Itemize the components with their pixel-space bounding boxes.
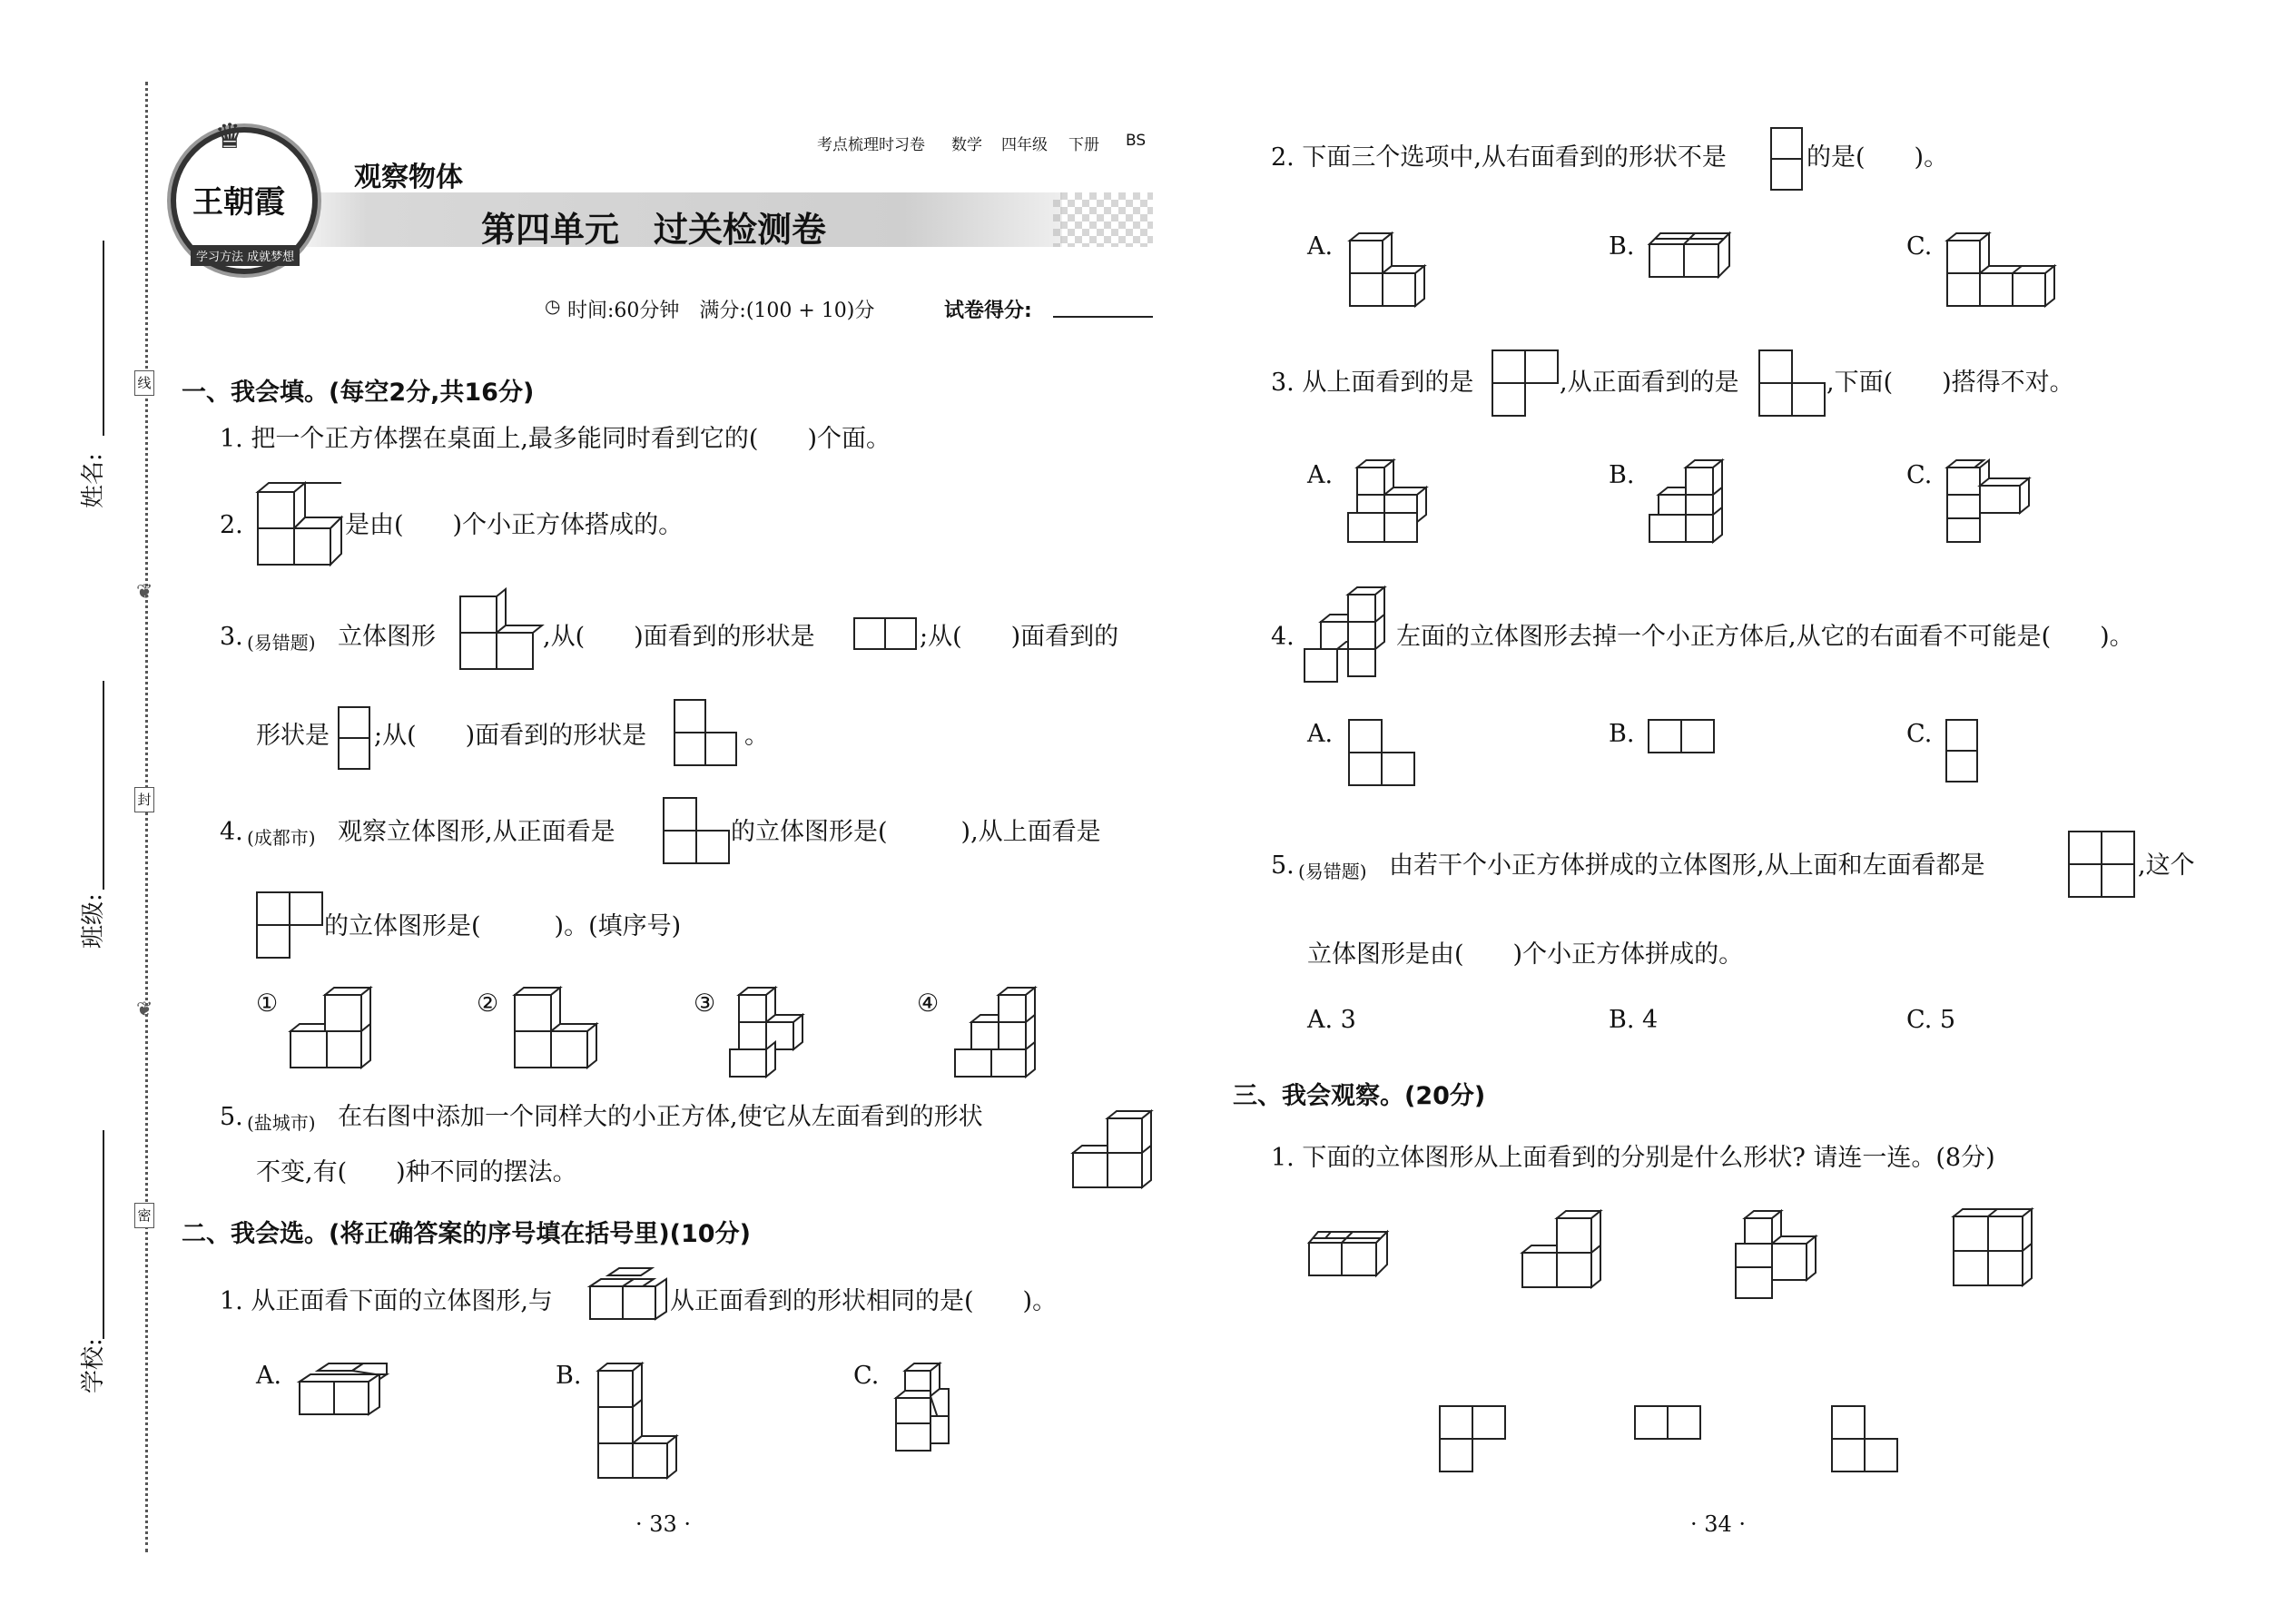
s1-q4-num: 4. (220, 818, 243, 846)
s1-q3-f: 。 (744, 722, 769, 750)
binding-ornament-icon: ❦ (136, 581, 153, 604)
s2-q1-a: 1. 从正面看下面的立体图形,与 (220, 1287, 553, 1315)
s1-q4-figure-3 (728, 988, 828, 1078)
s1-q3-c: ;从( )面看到的 (920, 623, 1119, 651)
s1-q4-opt-4: ④ (917, 989, 940, 1018)
grade-label: 四年级 (1001, 136, 1048, 154)
s2-q5-opt-a: A. 3 (1307, 1006, 1356, 1034)
s2-q1-b: 从正面看到的形状相同的是( )。 (670, 1287, 1058, 1315)
s1-q4-c: 的立体图形是( )。(填序号) (324, 912, 682, 940)
s1-q5-a: 在右图中添加一个同样大的小正方体,使它从左面看到的形状 (338, 1103, 983, 1131)
s2-q5-a: 由若干个小正方体拼成的立体图形,从上面和左面看都是 (1389, 851, 1985, 880)
s1-q5-note: (盐城市) (247, 1112, 316, 1134)
s2-q4-figure (1303, 586, 1393, 685)
s1-q4-opt-3: ③ (694, 989, 716, 1018)
s2-q3-opt-a: A. (1307, 461, 1334, 489)
score-blank[interactable] (1053, 316, 1153, 318)
s2-q3-figure-b (1648, 458, 1738, 545)
s1-q5-figure (1071, 1109, 1162, 1196)
s2-q5-b: ,这个 (2138, 851, 2195, 880)
s3-q1: 1. 下面的立体图形从上面看到的分别是什么形状? 请连一连。(8分) (1271, 1144, 1995, 1172)
series-label: 考点梳理时习卷 (817, 136, 925, 154)
s1-q4-figure-1 (289, 988, 389, 1069)
s2-q4-opt-b: B. (1609, 720, 1635, 748)
s1-q3-d: 形状是 (256, 722, 330, 750)
s2-q2-opt-c: C. (1906, 232, 1933, 261)
s1-q4-figure-2 (513, 988, 613, 1069)
s2-q5-num: 5. (1271, 851, 1295, 880)
s1-q1: 1. 把一个正方体摆在桌面上,最多能同时看到它的( )个面。 (220, 425, 891, 453)
s3-figure-3 (1734, 1209, 1825, 1300)
class-line (103, 681, 104, 890)
s2-q3-a: 3. 从上面看到的是 (1271, 369, 1474, 397)
s2-q1-figure (588, 1266, 670, 1334)
binding-tag-line: 线 (134, 370, 154, 396)
s2-q2-b: 的是( )。 (1807, 143, 1949, 172)
clock-icon: ◷ (545, 295, 561, 317)
s2-q4-num: 4. (1271, 623, 1295, 651)
s2-q2-figure-a (1348, 231, 1430, 313)
s1-q3-b: ,从( )面看到的形状是 (543, 623, 815, 651)
binding-dotted-line (145, 82, 148, 1552)
section3-title: 三、我会观察。(20分) (1233, 1082, 1486, 1110)
s1-q4-b: 的立体图形是( ),从上面看是 (731, 818, 1101, 846)
school-label: 学校: (80, 1338, 107, 1393)
s2-q3-b: ,从正面看到的是 (1560, 369, 1739, 397)
s2-q3-opt-c: C. (1906, 461, 1933, 489)
score-label: 试卷得分: (944, 300, 1032, 322)
s1-q4-a: 观察立体图形,从正面看是 (338, 818, 615, 846)
binding-ornament-icon: ❦ (136, 999, 153, 1021)
s2-q1-figure-a (298, 1362, 398, 1434)
s1-q4-figure-4 (953, 988, 1053, 1078)
s1-q5-b: 不变,有( )种不同的摆法。 (256, 1158, 577, 1186)
s2-q4-opt-c: C. (1906, 720, 1933, 748)
s2-q1-opt-b: B. (556, 1362, 582, 1390)
subject-label: 数学 (951, 136, 982, 154)
section2-title: 二、我会选。(将正确答案的序号填在括号里)(10分) (182, 1220, 751, 1248)
s2-q5-note: (易错题) (1298, 861, 1367, 882)
s1-q2-num: 2. (220, 511, 243, 539)
s2-q4-text: 左面的立体图形去掉一个小正方体后,从它的右面看不可能是( )。 (1396, 623, 2134, 651)
s2-q2-figure-b (1648, 231, 1748, 295)
s1-q3-figure (458, 595, 540, 676)
s2-q3-figure-a (1346, 458, 1437, 545)
logo-motto: 学习方法 成就梦想 (191, 245, 300, 266)
s1-q4-opt-1: ① (256, 989, 279, 1018)
logo-crown-icon: ♛ (214, 116, 246, 156)
checker-decoration (1053, 192, 1153, 247)
s1-q4-note: (成都市) (247, 827, 316, 849)
s2-q1-figure-b (595, 1362, 685, 1480)
name-label: 姓名: (80, 453, 107, 508)
s3-figure-1 (1307, 1230, 1398, 1294)
time-info: 时间:60分钟 满分:(100 + 10)分 (567, 300, 875, 322)
s1-q3-note: (易错题) (247, 632, 316, 654)
s1-q3-num: 3. (220, 623, 243, 651)
volume-label: 下册 (1068, 136, 1099, 154)
edition-label: BS (1126, 132, 1147, 150)
logo-text: 王朝霞 (192, 184, 285, 221)
s2-q2-opt-b: B. (1609, 232, 1635, 261)
binding-tag-seal: 封 (134, 787, 154, 812)
section1-title: 一、我会填。(每空2分,共16分) (182, 379, 535, 407)
s2-q5-opt-c: C. 5 (1906, 1006, 1956, 1034)
s2-q4-opt-a: A. (1307, 720, 1334, 748)
s2-q1-figure-c (894, 1362, 967, 1452)
s3-figure-4 (1952, 1207, 2043, 1298)
s2-q2-opt-a: A. (1307, 232, 1334, 261)
binding-tag-dense: 密 (134, 1203, 154, 1228)
s1-q2-figure (256, 481, 338, 572)
s1-q4-opt-2: ② (477, 989, 499, 1018)
class-label: 班级: (80, 893, 107, 949)
school-line (103, 1130, 104, 1339)
page-number-left: · 33 · (635, 1511, 692, 1537)
page-number-right: · 34 · (1690, 1511, 1747, 1537)
s1-q3-e: ;从( )面看到的形状是 (374, 722, 647, 750)
s1-q3-a: 立体图形 (338, 623, 436, 651)
s3-figure-2 (1521, 1209, 1611, 1295)
s1-q5-num: 5. (220, 1103, 243, 1131)
page-title: 第四单元 过关检测卷 (481, 209, 827, 250)
s2-q1-opt-a: A. (256, 1362, 282, 1390)
s2-q3-figure-c (1945, 458, 2036, 545)
s2-q2-a: 2. 下面三个选项中,从右面看到的形状不是 (1271, 143, 1727, 172)
s1-q2-text: 是由( )个小正方体搭成的。 (345, 511, 684, 539)
s2-q3-opt-b: B. (1609, 461, 1635, 489)
s2-q1-opt-c: C. (853, 1362, 880, 1390)
s2-q3-c: ,下面( )搭得不对。 (1826, 369, 2074, 397)
unit-topic: 观察物体 (354, 162, 463, 193)
s2-q5-c: 立体图形是由( )个小正方体拼成的。 (1307, 940, 1744, 969)
s2-q5-opt-b: B. 4 (1609, 1006, 1659, 1034)
s2-q2-figure-c (1945, 231, 2063, 313)
name-line (103, 241, 104, 436)
